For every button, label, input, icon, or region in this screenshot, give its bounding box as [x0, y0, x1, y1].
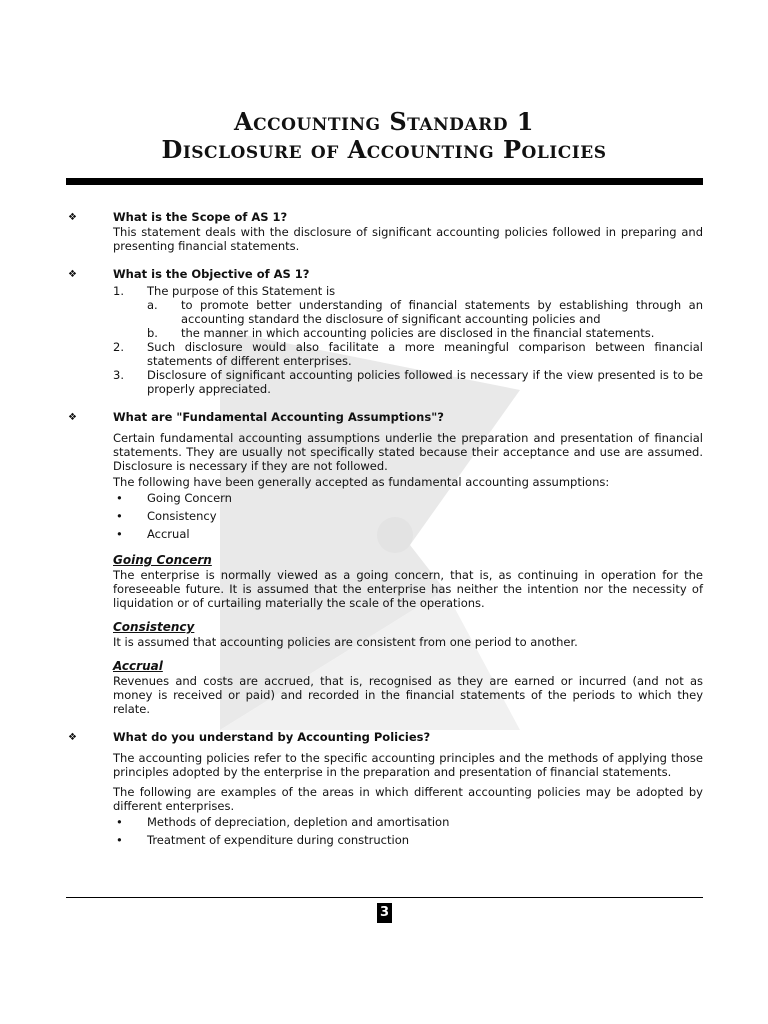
- footer-divider: [66, 897, 703, 898]
- item-number: 2.: [113, 340, 124, 354]
- list-item: [66, 525, 703, 543]
- page-title: [0, 108, 768, 164]
- item-text: the manner in which accounting policies are disclosed in the financial statements.: [181, 326, 655, 340]
- subheading-consistency: Consistency: [113, 620, 195, 634]
- sub-item: [66, 298, 703, 326]
- diamond-bullet-icon: ❖: [68, 732, 77, 743]
- question-text: What do you understand by Accounting Policies?: [113, 730, 431, 744]
- page-number: 3: [377, 903, 392, 923]
- sub-item: [66, 326, 703, 340]
- item-letter: a.: [147, 298, 158, 312]
- question-scope: [66, 210, 703, 225]
- title-line-1: Accounting Standard 1: [233, 107, 534, 136]
- item-text: Disclosure of significant accounting policies followed is necessary if the view presented is to be properly appreciated.: [147, 368, 703, 396]
- question-objective: [66, 267, 703, 282]
- bullet-dot-icon: •: [116, 527, 123, 541]
- item-text: to promote better understanding of financial statements by establishing through an accounting standard the disclosure of significant accounting policies and: [181, 298, 703, 326]
- list-item: [66, 831, 703, 849]
- bullet-dot-icon: •: [116, 815, 123, 829]
- diamond-bullet-icon: ❖: [68, 212, 77, 223]
- list-item-text: Consistency: [147, 509, 217, 523]
- item-text: Such disclosure would also facilitate a more meaningful comparison between financial statements of different enterprises.: [147, 340, 703, 368]
- paragraph: This statement deals with the disclosure of significant accounting policies followed in preparing and presenting financial statements.: [113, 225, 703, 253]
- list-item-text: Treatment of expenditure during construction: [147, 833, 410, 847]
- list-item-text: Going Concern: [147, 491, 232, 505]
- numbered-item: [66, 368, 703, 396]
- bullet-dot-icon: •: [116, 509, 123, 523]
- paragraph: The enterprise is normally viewed as a going concern, that is, as continuing in operation for the foreseeable future. It is assumed that the enterprise has neither the intention nor the necessity of liquidation or of curtailing materially the scale of the operations.: [113, 568, 703, 610]
- diamond-bullet-icon: ❖: [68, 269, 77, 280]
- numbered-item: [66, 284, 703, 298]
- paragraph: The accounting policies refer to the specific accounting principles and the methods of applying those principles adopted by the enterprise in the preparation and presentation of financial statements.: [113, 751, 703, 779]
- paragraph: The following have been generally accepted as fundamental accounting assumptions:: [113, 475, 610, 489]
- question-policies: [66, 730, 703, 745]
- paragraph: Revenues and costs are accrued, that is, recognised as they are earned or incurred (and not as money is received or paid) and recorded in the financial statements of the periods to which they relate.: [113, 674, 703, 716]
- list-item-text: Accrual: [147, 527, 190, 541]
- question-text: What is the Scope of AS 1?: [113, 210, 288, 224]
- paragraph: It is assumed that accounting policies are consistent from one period to another.: [113, 635, 578, 649]
- numbered-item: [66, 340, 703, 368]
- subheading-accrual: Accrual: [113, 659, 163, 673]
- title-line-2: Disclosure of Accounting Policies: [161, 135, 607, 164]
- question-text: What is the Objective of AS 1?: [113, 267, 310, 281]
- diamond-bullet-icon: ❖: [68, 412, 77, 423]
- list-item: [66, 813, 703, 831]
- bullet-dot-icon: •: [116, 833, 123, 847]
- subheading-going-concern: Going Concern: [113, 553, 212, 567]
- item-number: 3.: [113, 368, 124, 382]
- list-item-text: Methods of depreciation, depletion and amortisation: [147, 815, 450, 829]
- item-text: The purpose of this Statement is: [147, 284, 336, 298]
- item-number: 1.: [113, 284, 124, 298]
- paragraph: Certain fundamental accounting assumptions underlie the preparation and presentation of financial statements. They are usually not specifically stated because their acceptance and use are assumed. Disclosure is necessary if they are not followed.: [113, 431, 703, 473]
- bullet-dot-icon: •: [116, 491, 123, 505]
- list-item: [66, 507, 703, 525]
- list-item: [66, 489, 703, 507]
- item-letter: b.: [147, 326, 158, 340]
- question-text: What are "Fundamental Accounting Assumptions"?: [113, 410, 444, 424]
- paragraph: The following are examples of the areas in which different accounting policies may be adopted by different enterprises.: [113, 785, 703, 813]
- title-divider: [66, 178, 703, 185]
- document-body: [66, 210, 703, 849]
- question-fundamental: [66, 410, 703, 425]
